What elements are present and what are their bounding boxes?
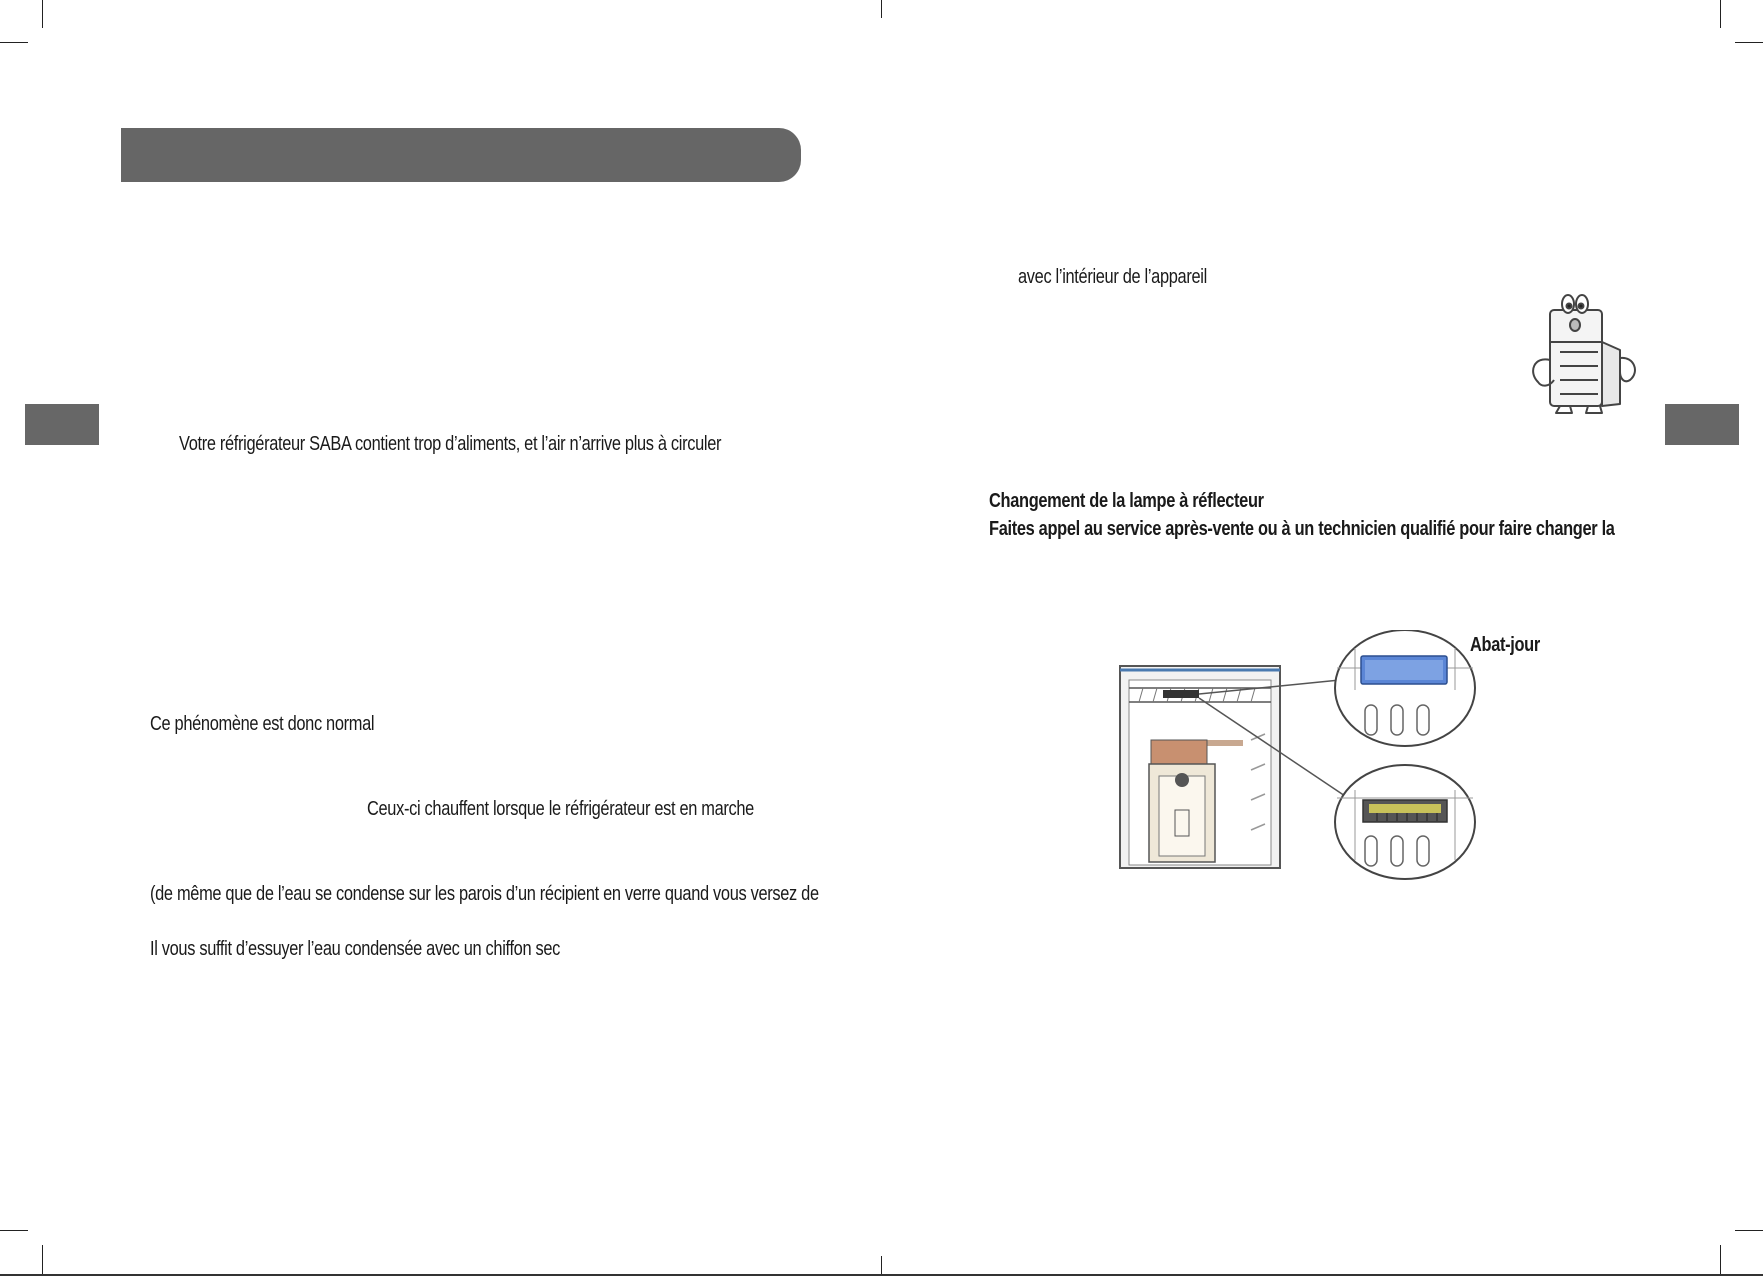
- crop-mark: [42, 0, 43, 28]
- lamp-cover-zoom: [1335, 630, 1475, 746]
- crop-mark: [0, 42, 28, 43]
- crop-mark: [1735, 1230, 1763, 1231]
- crop-mark: [1735, 42, 1763, 43]
- section-header-bar: [121, 128, 801, 182]
- right-line-top: avec l’intérieur de l’appareil: [1018, 266, 1207, 288]
- fridge-interior-drawing: [1120, 666, 1280, 868]
- lamp-diagram: [1115, 630, 1515, 885]
- left-line-1: Votre réfrigérateur SABA contient trop d’aliments, et l’air n’arrive plus à circuler: [179, 433, 722, 455]
- lamp-heading: Changement de la lampe à réflecteur: [989, 490, 1264, 512]
- crop-mark: [0, 1230, 28, 1231]
- right-side-tab: [1665, 404, 1739, 445]
- abat-jour-label: Abat-jour: [1470, 634, 1540, 656]
- left-line-5: Il vous suffit d’essuyer l’eau condensée avec un chiffon sec: [150, 938, 561, 960]
- left-line-3: Ceux-ci chauffent lorsque le réfrigérateur est en marche: [367, 798, 754, 820]
- crop-mark: [42, 1245, 43, 1276]
- fridge-mascot-illustration: [1520, 292, 1640, 414]
- left-line-4: (de même que de l’eau se condense sur les parois d’un récipient en verre quand vous versez de: [150, 883, 819, 905]
- lamp-instruction: Faites appel au service après-vente ou à un technicien qualifié pour faire changer la: [989, 518, 1615, 540]
- crop-mark: [1720, 1245, 1721, 1276]
- crop-mark: [1720, 0, 1721, 28]
- crop-mark: [881, 1256, 882, 1276]
- crop-mark: [881, 0, 882, 18]
- left-side-tab: [25, 404, 99, 445]
- lamp-bulb-zoom: [1335, 765, 1475, 879]
- left-line-2: Ce phénomène est donc normal: [150, 713, 375, 735]
